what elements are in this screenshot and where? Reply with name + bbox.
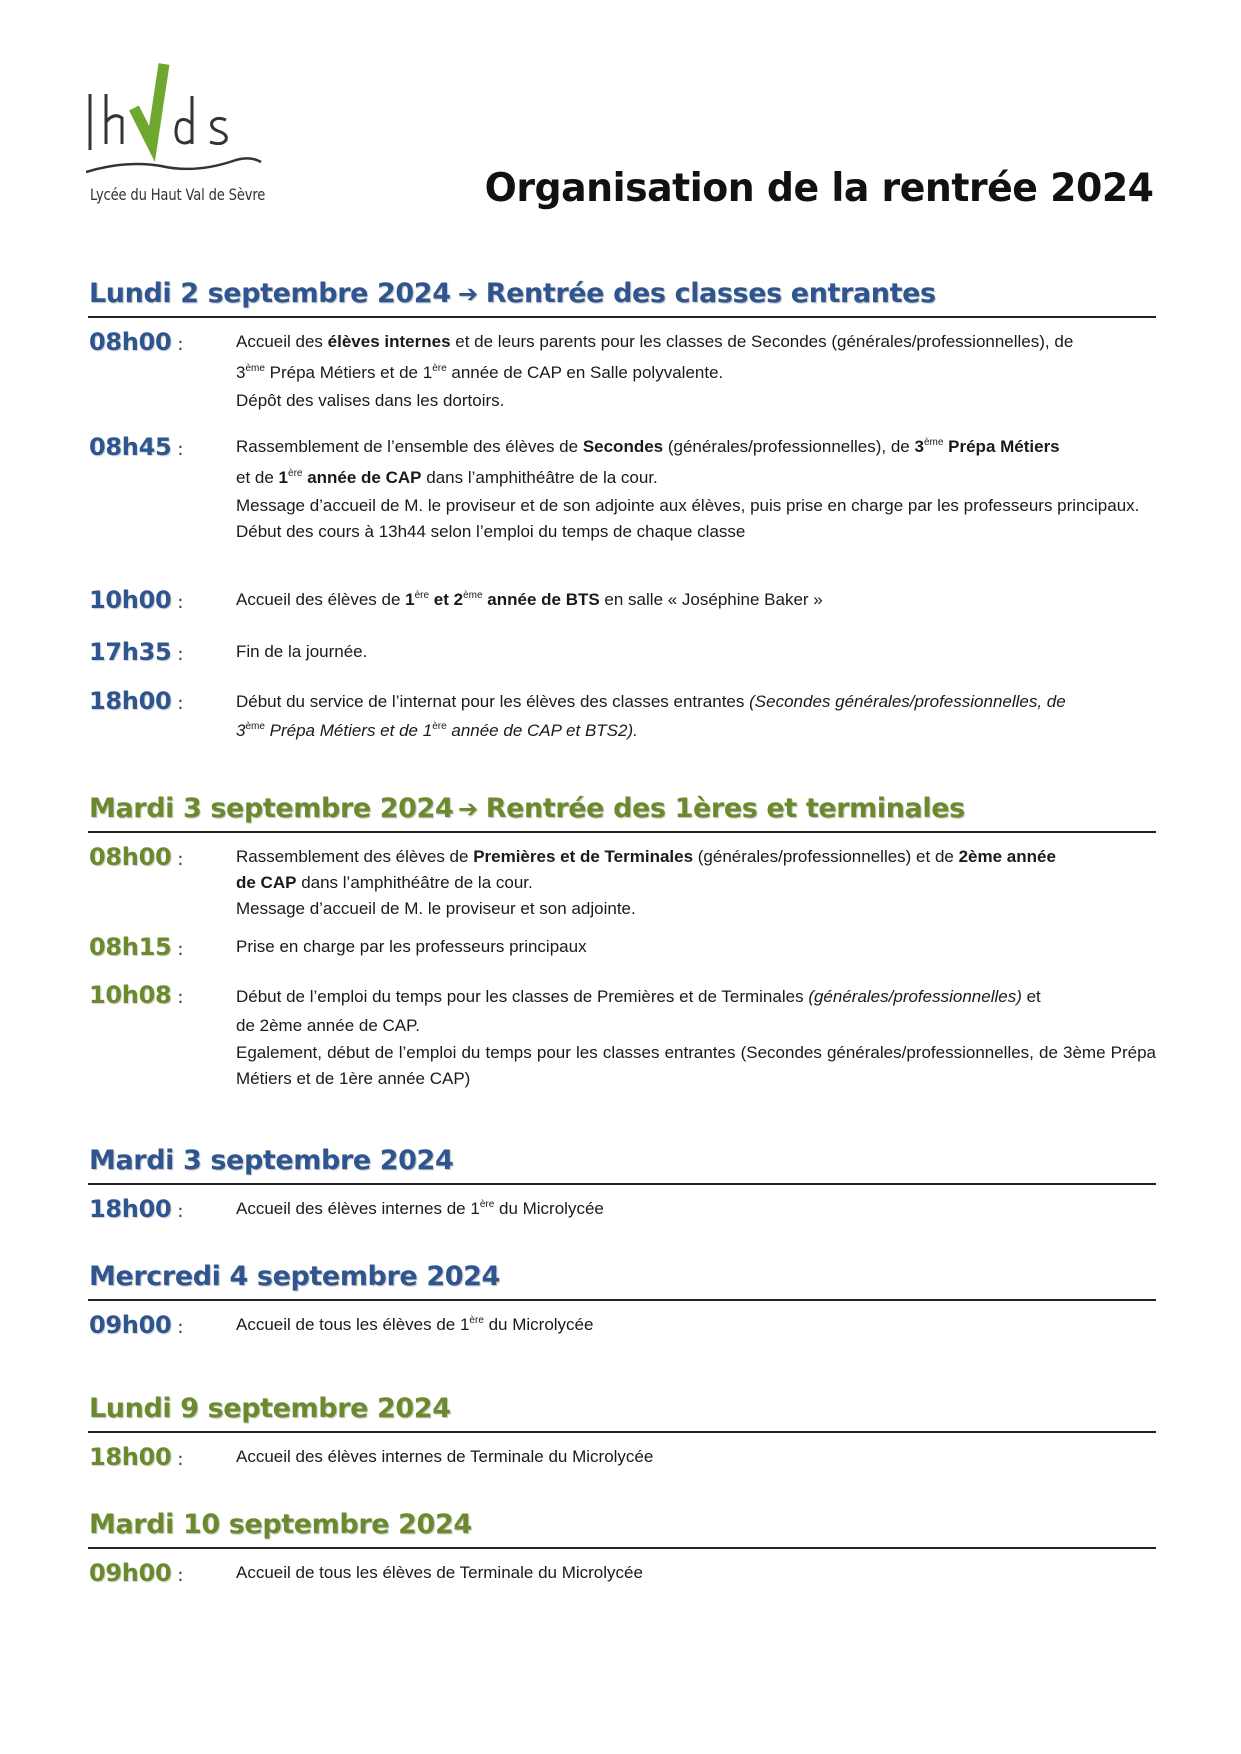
- entry-time: 08h15 :: [89, 933, 184, 961]
- section-mardi-3-microlycee: [88, 1143, 1156, 1223]
- entry-time: 08h00 :: [89, 328, 184, 356]
- arrow-icon: ➔: [458, 280, 478, 308]
- section-header: [88, 1259, 1156, 1301]
- entry-time: 18h00 :: [89, 1443, 184, 1471]
- entry-description: Accueil des élèves de 1ère et 2ème année de BTS en salle « Joséphine Baker »: [236, 590, 823, 609]
- entry-description: Rassemblement des élèves de Premières et de Terminales (générales/professionnelles) et de 2ème année de CAP dans l’amphithéâtre de la cour. Message d’accueil de M. le proviseur et son adjointe.: [236, 847, 1056, 918]
- section-date: Mardi 10 septembre 2024: [89, 1509, 472, 1540]
- arrow-icon: ➔: [458, 795, 478, 823]
- entry-description: Rassemblement de l’ensemble des élèves de Secondes (générales/professionnelles), de 3ème Prépa Métiers et de 1ère année de CAP dans l’amphithéâtre de la cour. Message d’accueil de M. le proviseur et de son adjointe aux élèves, puis prise en charge par les professeurs principaux. Début des cours à 13h44 selon l’emploi du temps de chaque classe: [236, 437, 1140, 541]
- entry-description: Accueil des élèves internes et de leurs parents pour les classes de Secondes (générales/professionnelles), de 3ème Prépa Métiers et de 1ère année de CAP en Salle polyvalente. Dépôt des valises dans les dortoirs.: [236, 332, 1074, 410]
- section-date: Mardi 3 septembre 2024: [89, 1145, 454, 1176]
- page-title: Organisation de la rentrée 2024: [484, 166, 1153, 211]
- section-subtitle: ➔ Rentrée des 1ères et terminales: [458, 793, 965, 824]
- section-mercredi-4: [88, 1259, 1156, 1339]
- entry-description: Début du service de l’internat pour les élèves des classes entrantes (Secondes générales/professionnelles, de 3ème Prépa Métiers et de 1ère année de CAP et BTS2).: [236, 692, 1066, 740]
- section-mardi-3: [88, 791, 1156, 1088]
- section-mardi-10: [88, 1507, 1156, 1587]
- section-header: [88, 1143, 1156, 1185]
- section-header: [88, 276, 1156, 318]
- entry-time: 08h00 :: [89, 843, 184, 871]
- entry-time: 17h35 :: [89, 638, 184, 666]
- entry-description: Accueil des élèves internes de 1ère du Microlycée: [236, 1199, 604, 1218]
- section-header: [88, 1507, 1156, 1549]
- entry-time: 09h00 :: [89, 1559, 184, 1587]
- entry-description: Prise en charge par les professeurs principaux: [236, 937, 587, 956]
- section-header: [88, 791, 1156, 833]
- entry-time: 08h45 :: [89, 433, 184, 461]
- entry-description: Fin de la journée.: [236, 642, 368, 661]
- entry-time: 10h08 :: [89, 981, 184, 1009]
- entry-description: Accueil de tous les élèves de 1ère du Microlycée: [236, 1315, 594, 1334]
- entry-time: 18h00 :: [89, 1195, 184, 1223]
- section-lundi-2: [88, 276, 1156, 740]
- logo-graphic: [86, 62, 276, 182]
- section-date: Lundi 9 septembre 2024: [89, 1393, 451, 1424]
- entry-description: Accueil des élèves internes de Terminale du Microlycée: [236, 1447, 654, 1466]
- section-lundi-9: [88, 1391, 1156, 1471]
- section-date: Mardi 3 septembre 2024: [89, 793, 454, 824]
- entry-description: Accueil de tous les élèves de Terminale du Microlycée: [236, 1563, 643, 1582]
- section-date: Mercredi 4 septembre 2024: [89, 1261, 500, 1292]
- entry-time: 09h00 :: [89, 1311, 184, 1339]
- section-date: Lundi 2 septembre 2024: [89, 278, 451, 309]
- school-logo: [86, 62, 276, 212]
- logo-subtitle: Lycée du Haut Val de Sèvre: [90, 185, 266, 204]
- entry-description: Début de l’emploi du temps pour les classes de Premières et de Terminales (générales/professionnelles) et de 2ème année de CAP. Egalement, début de l’emploi du temps pour les classes entrantes (Secondes générales/professionnelles, de 3ème Prépa Métiers et de 1ère année CAP): [236, 987, 1156, 1088]
- section-header: [88, 1391, 1156, 1433]
- entry-time: 10h00 :: [89, 586, 184, 614]
- section-subtitle: ➔ Rentrée des classes entrantes: [458, 278, 936, 309]
- entry-time: 18h00 :: [89, 687, 184, 715]
